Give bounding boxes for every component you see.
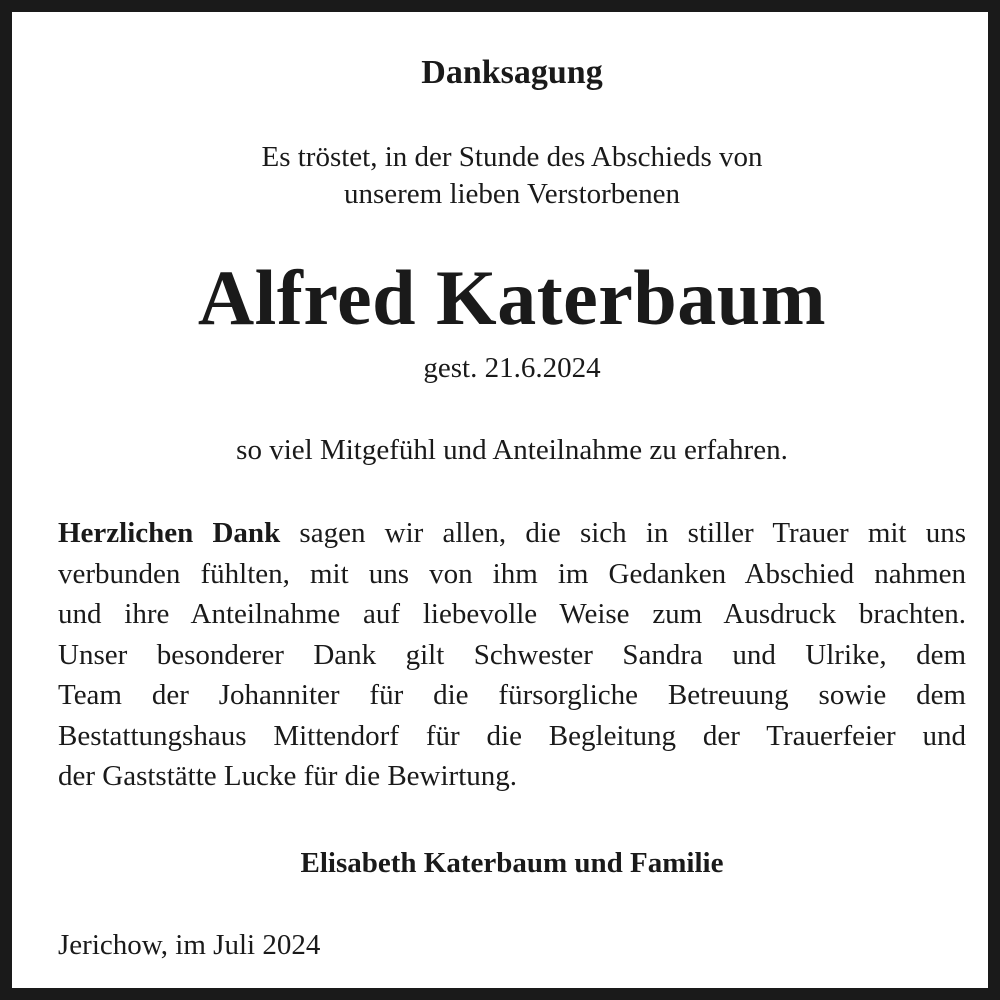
deceased-name: Alfred Katerbaum [197,254,827,341]
sympathy-line: so viel Mitgefühl und Anteilnahme zu erfahren. [236,434,788,466]
thanks-line-6: Bestattungshaus Mittendorf für die Begleitung der Trauerfeier und [58,719,966,752]
thanks-line-1-rest: sagen wir allen, die sich in stiller Trauer mit uns [280,517,966,549]
intro-text [58,139,966,213]
place-date: Jerichow, im Juli 2024 [58,929,321,961]
intro-line-2: unserem lieben Verstorbenen [343,178,681,210]
thanks-line-5: Team der Johanniter für die fürsorgliche Betreuung sowie dem [58,679,966,711]
intro-line-1: Es tröstet, in der Stunde des Abschieds von [261,141,763,173]
thanks-line-3: und ihre Anteilnahme auf liebevolle Weise zum Ausdruck brachten. [58,598,966,630]
thanks-paragraph [58,513,966,797]
notice-heading: Danksagung [421,54,603,91]
thanks-lead-bold: Herzlichen Dank [58,517,281,549]
thanks-line-7: der Gaststätte Lucke für die Bewirtung. [58,760,518,792]
death-date: gest. 21.6.2024 [423,352,601,384]
thanks-line-2: verbunden fühlten, mit uns von ihm im Gedanken Abschied nahmen [58,557,966,590]
thanks-line-1 [58,513,966,554]
thanks-line-4: Unser besonderer Dank gilt Schwester Sandra und Ulrike, dem [58,638,966,671]
signature: Elisabeth Katerbaum und Familie [300,847,724,879]
